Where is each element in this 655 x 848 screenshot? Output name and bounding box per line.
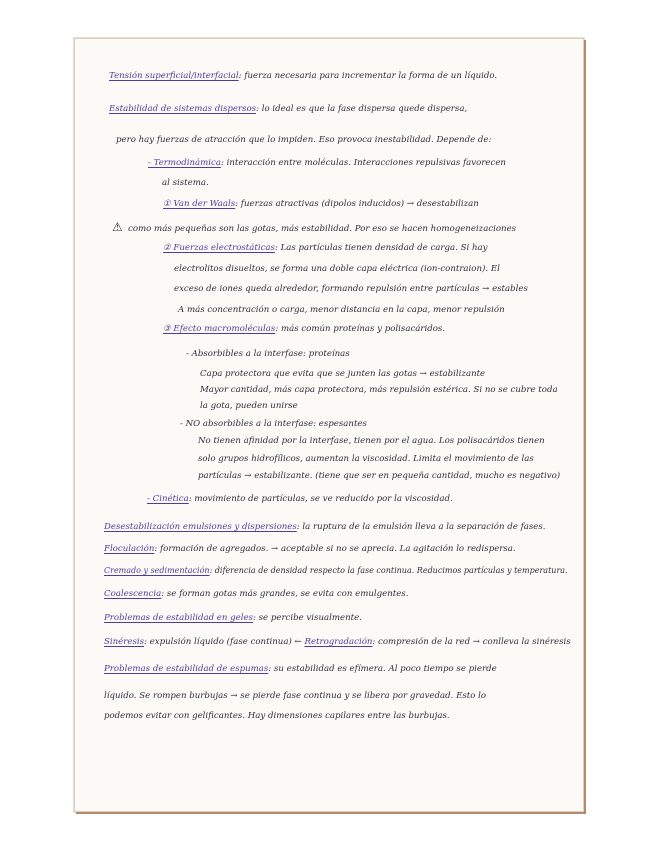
heading-flocculation: Floculación — [104, 544, 155, 554]
subheading-van-der-waals: ① Van der Waals — [163, 199, 236, 209]
note-text: : fuerzas atractivas (dipolos inducidos) → desestabilizan — [235, 199, 479, 209]
note-line-2 — [109, 104, 467, 114]
note-text: : la ruptura de la emulsión lleva a la separación de fases. — [296, 522, 546, 532]
note-text: : fuerza necesaria para incrementar la forma de un líquido. — [238, 71, 498, 81]
note-text: : interacción entre moléculas. Interacciones repulsivas favorecen — [220, 158, 506, 168]
subheading-electrostatic: ② Fuerzas electrostáticas — [163, 243, 275, 253]
note-line-21 — [147, 494, 453, 504]
note-line-9: electrolitos disueltos, se forma una doble capa eléctrica (ion-contraion). El — [174, 264, 500, 274]
note-line-1 — [109, 71, 497, 81]
note-line-15: Mayor cantidad, más capa protectora, más repulsión estérica. Si no se cubre toda — [200, 385, 558, 395]
warning-icon: ⚠ — [112, 220, 123, 234]
note-text: : más común proteínas y polisacáridos. — [275, 324, 446, 334]
note-text: : formación de agregados. → aceptable si no se aprecia. La agitación lo redispersa. — [154, 544, 516, 554]
note-line-3: pero hay fuerzas de atracción que lo impiden. Eso provoca inestabilidad. Depende de: — [116, 135, 492, 145]
heading-retrogradation: Retrogradación — [304, 637, 373, 647]
note-line-4 — [148, 158, 506, 168]
note-line-19: solo grupos hidrofílicos, aumentan la viscosidad. Limita el movimiento de las — [198, 454, 534, 464]
subheading-thermodynamics: - Termodinámica — [148, 158, 221, 168]
note-text: : se percibe visualmente. — [253, 613, 362, 623]
note-line-23 — [104, 544, 516, 554]
note-line-22 — [104, 522, 546, 532]
note-line-7: como más pequeñas son las gotas, más estabilidad. Por eso se hacen homogeneizaciones — [128, 224, 517, 234]
note-text: : diferencia de densidad respecto la fase continua. Reducimos partículas y temperatura. — [209, 566, 568, 575]
note-line-11: A más concentración o carga, menor distancia en la capa, menor repulsión — [178, 305, 505, 315]
heading-creaming: Cremado y sedimentación — [104, 566, 210, 575]
note-line-14: Capa protectora que evita que se junten las gotas → estabilizante — [200, 369, 486, 379]
heading-surface-tension: Tensión superficial/interfacial — [109, 71, 239, 81]
note-line-27 — [104, 637, 571, 647]
note-text: : movimiento de partículas, se ve reducido por la viscosidad. — [188, 494, 453, 504]
heading-destabilization: Desestabilización emulsiones y dispersiones — [104, 522, 297, 532]
note-line-8 — [163, 243, 487, 253]
note-text: : expulsión líquido (fase continua) ← — [144, 637, 302, 647]
note-text: : su estabilidad es efímera. Al poco tiempo se pierde — [268, 664, 497, 674]
note-line-26 — [104, 613, 362, 623]
note-line-30: podemos evitar con gelificantes. Hay dimensiones capilares entre las burbujas. — [104, 711, 450, 721]
subheading-macromolecules: ③ Efecto macromoléculas — [163, 324, 276, 334]
heading-gels: Problemas de estabilidad en geles — [104, 613, 253, 623]
subheading-kinetics: - Cinética — [147, 494, 189, 504]
note-line-17: - NO absorbibles a la interfase: espesantes — [180, 419, 367, 429]
note-line-6 — [163, 199, 479, 209]
note-text: : Las partículas tienen densidad de carga. Si hay — [274, 243, 488, 253]
heading-coalescence: Coalescencia — [104, 589, 162, 599]
heading-syneresis: Sinéresis — [104, 637, 145, 647]
heading-dispersed-systems: Estabilidad de sistemas dispersos — [109, 104, 257, 114]
heading-foams: Problemas de estabilidad de espumas — [104, 664, 269, 674]
note-text: : lo ideal es que la fase dispersa quede dispersa, — [256, 104, 468, 114]
note-line-5: al sistema. — [162, 178, 209, 188]
note-line-12 — [163, 324, 445, 334]
note-line-29: líquido. Se rompen burbujas → se pierde fase continua y se libera por gravedad. Esto lo — [104, 691, 487, 701]
note-line-18: No tienen afinidad por la interfase, tienen por el agua. Los polisacáridos tienen — [198, 436, 545, 446]
note-line-20: partículas → estabilizante. (tiene que ser en pequeña cantidad, mucho es negativo) — [198, 471, 561, 481]
note-line-28 — [104, 664, 497, 674]
note-line-25 — [104, 589, 408, 599]
note-line-24 — [104, 566, 568, 575]
note-line-13: - Absorbibles a la interfase: proteínas — [186, 349, 350, 359]
note-line-16: la gota, pueden unirse — [200, 401, 298, 411]
note-line-10: exceso de iones queda alrededor, formando repulsión entre partículas → estables — [174, 284, 528, 294]
note-text: : compresión de la red → conlleva la sinéresis — [372, 637, 571, 647]
note-text: : se forman gotas más grandes, se evita con emulgentes. — [161, 589, 409, 599]
